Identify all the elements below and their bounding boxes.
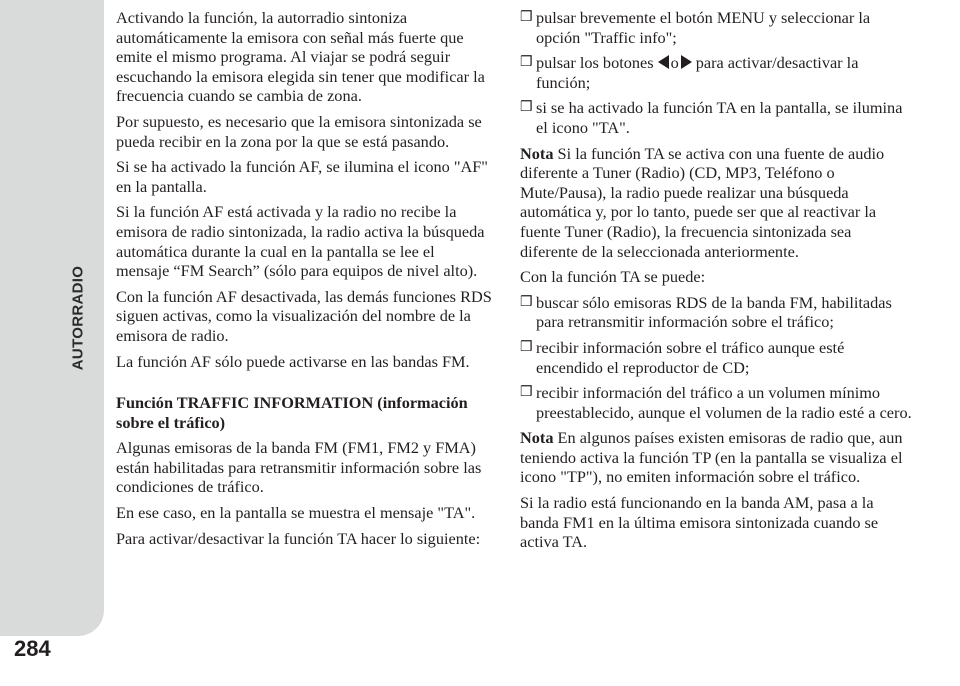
list-item-text: recibir información sobre el tráfico aunque esté encendido el reproductor de CD;	[536, 337, 845, 377]
note	[520, 428, 912, 487]
list-item	[520, 383, 912, 422]
paragraph: Activando la función, la autorradio sintoniza automáticamente la emisora con señal más fuerte que emite el mismo programa. Al viajar se podrá seguir escuchando la emisora elegida sin tener que modificar la frecuencia cuando se cambia de zona.	[116, 8, 485, 106]
page-number: 284	[14, 636, 51, 661]
checkbox-bullet-icon: ❒	[520, 339, 533, 355]
paragraph: Con la función AF desactivada, las demás funciones RDS siguen activas, como la visualización del nombre de la emisora de radio.	[116, 286, 492, 345]
list-item	[520, 293, 912, 332]
paragraph: Si la radio está funcionando en la banda AM, pasa a la banda FM1 en la última emisora sintonizada cuando se activa TA.	[520, 493, 879, 552]
step-text: o	[670, 53, 679, 73]
list-item-text: recibir información del tráfico a un volumen mínimo preestablecido, aunque el volumen de la radio esté a cero.	[536, 383, 912, 422]
step-text: para activar/desactivar la función;	[536, 53, 859, 92]
chapter-tab	[0, 0, 104, 636]
note	[520, 144, 912, 262]
list-item	[520, 8, 912, 47]
checkbox-bullet-icon: ❒	[520, 55, 533, 71]
note-text: Si la función TA se activa con una fuente de audio diferente a Tuner (Radio) (CD, MP3, Teléfono o Mute/Pausa), la radio puede realizar una búsqueda automática y, por lo tanto, puede ser que al reactivar la fuente Tuner (Radio), la frecuencia sintonizada sea diferente de la seleccionada anteriormente.	[520, 143, 885, 261]
paragraph: Si se ha activado la función AF, se ilumina el icono "AF" en la pantalla.	[116, 157, 488, 196]
paragraph: La función AF sólo puede activarse en las bandas FM.	[116, 351, 470, 371]
list-item-text: pulsar brevemente el botón MENU y seleccionar la opción "Traffic info";	[536, 8, 871, 47]
checkbox-bullet-icon: ❒	[520, 100, 533, 116]
step-text: pulsar los botones	[536, 53, 654, 73]
note-label: Nota	[520, 143, 554, 163]
list-item-text: buscar sólo emisoras RDS de la banda FM, habilitadas para retransmitir información sobre el tráfico;	[536, 292, 892, 332]
paragraph: Para activar/desactivar la función TA hacer lo siguiente:	[116, 528, 481, 548]
paragraph: Si la función AF está activada y la radio no recibe la emisora de radio sintonizada, la radio activa la búsqueda automática durante la cual en la pantalla se lee el mensaje “FM Search” (sólo para equipos de nivel alto).	[116, 202, 485, 281]
checkbox-bullet-icon: ❒	[520, 385, 533, 401]
note-label: Nota	[520, 428, 554, 448]
left-column	[116, 8, 492, 554]
paragraph: En ese caso, en la pantalla se muestra el mensaje "TA".	[116, 503, 476, 523]
chapter-label: AUTORRADIO	[69, 265, 87, 371]
paragraph: Con la función TA se puede:	[520, 267, 706, 287]
arrow-right-icon	[681, 55, 692, 69]
arrow-left-icon	[658, 55, 669, 69]
paragraph: Por supuesto, es necesario que la emisora sintonizada se pueda recibir en la zona por la que se está pasando.	[116, 111, 482, 151]
list-item	[520, 338, 912, 377]
checkbox-bullet-icon: ❒	[520, 10, 533, 25]
checkbox-bullet-icon: ❒	[520, 294, 533, 310]
note-text: En algunos países existen emisoras de radio que, aun teniendo activa la función TP (en la pantalla se visualiza el icono "TP"), no emiten información sobre el tráfico.	[520, 428, 903, 487]
list-item-text	[536, 53, 912, 92]
paragraph: Algunas emisoras de la banda FM (FM1, FM2 y FMA) están habilitadas para retransmitir información sobre las condiciones de tráfico.	[116, 438, 482, 497]
section-heading: Función TRAFFIC INFORMATION (información sobre el tráfico)	[116, 393, 468, 432]
right-column	[520, 8, 912, 558]
list-item-text: si se ha activado la función TA en la pantalla, se ilumina el icono "TA".	[536, 98, 903, 137]
list-item	[520, 98, 912, 137]
list-item	[520, 53, 912, 92]
